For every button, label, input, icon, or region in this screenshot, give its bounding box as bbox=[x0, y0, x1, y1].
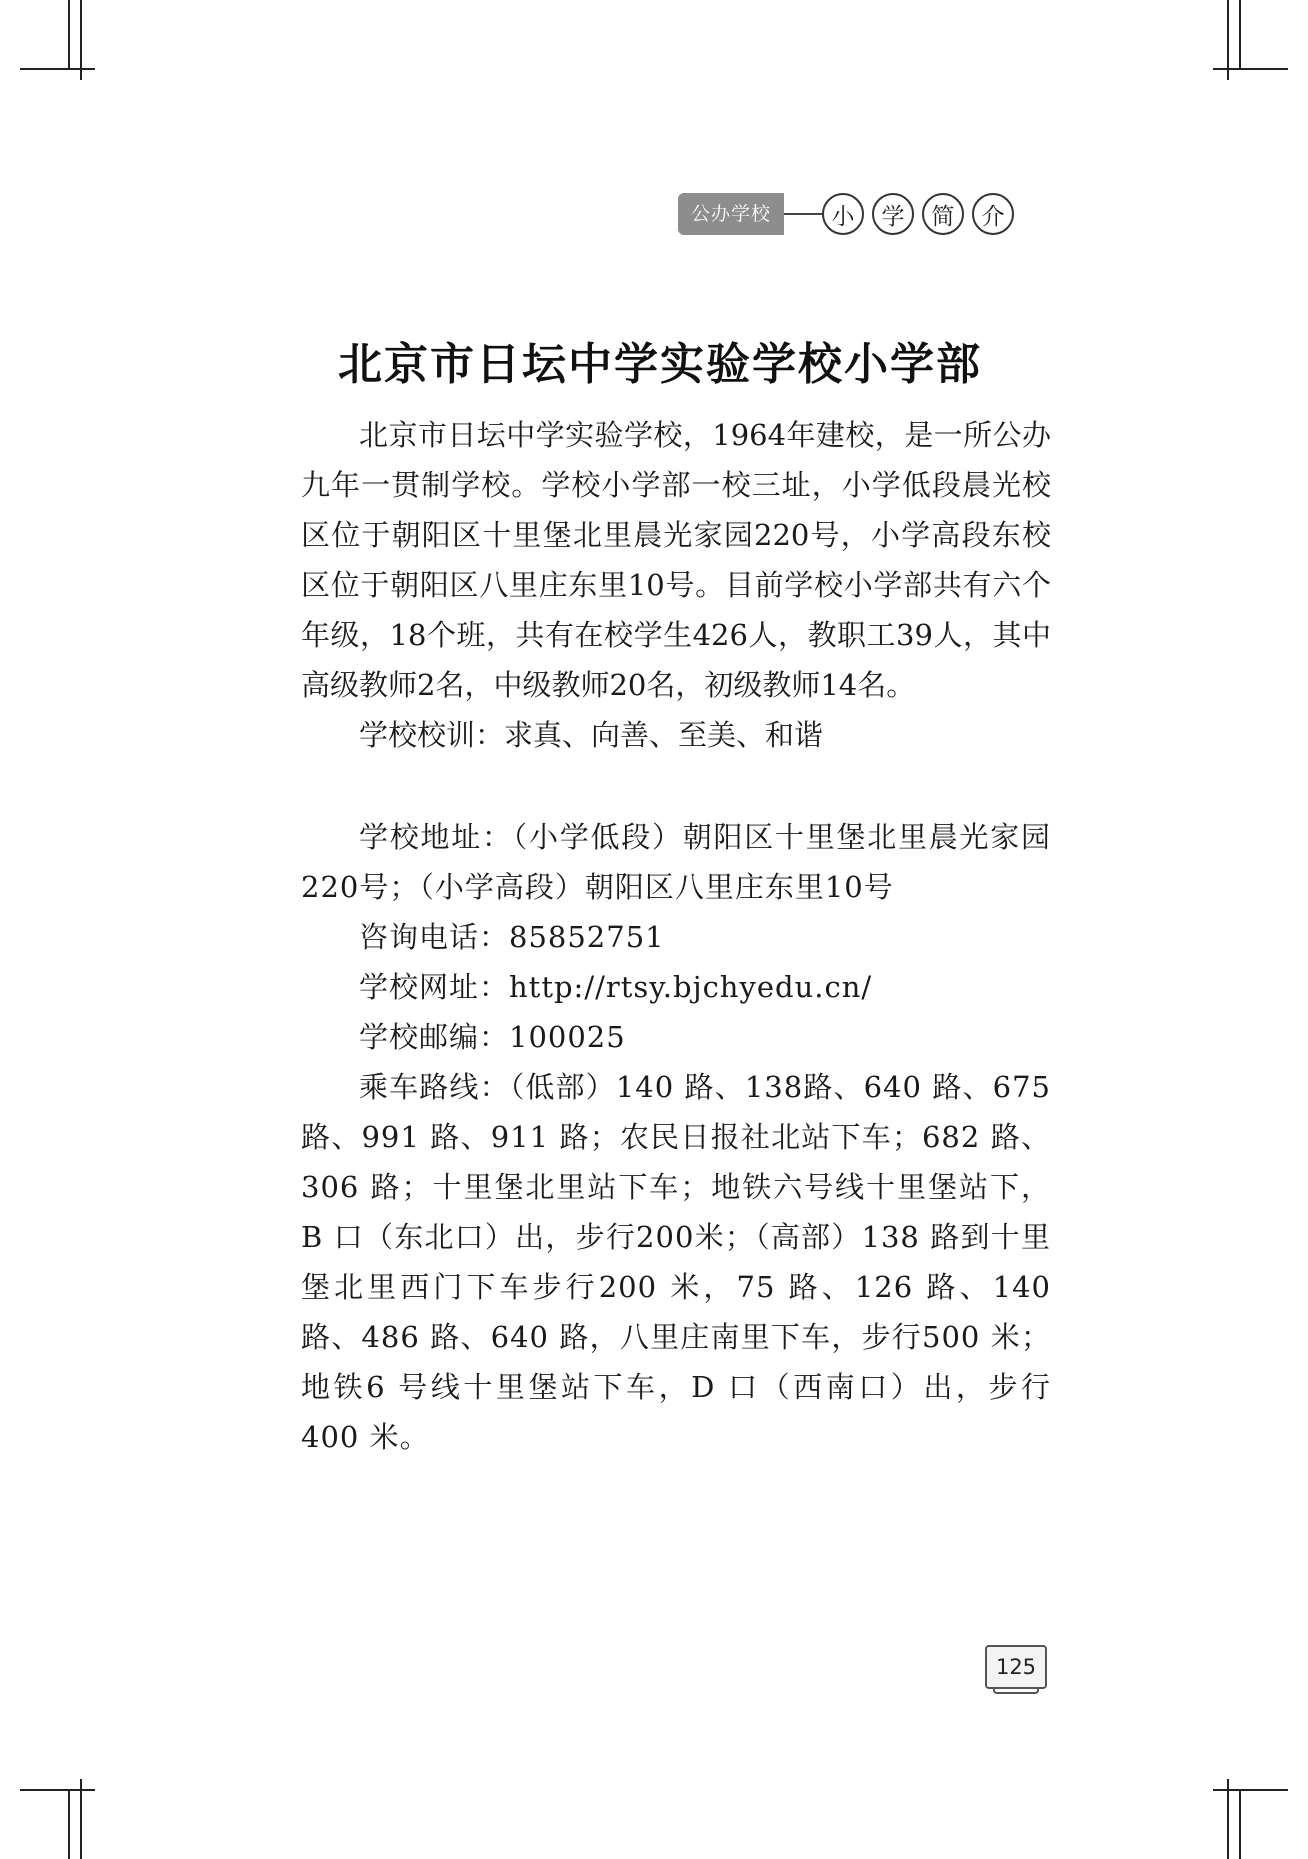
section-tag: 公办学校 bbox=[678, 193, 784, 235]
chapter-char: 小 bbox=[822, 193, 864, 235]
school-address: 学校地址：（小学低段）朝阳区十里堡北里晨光家园220号；（小学高段）朝阳区八里庄东里10号 bbox=[301, 820, 1051, 904]
intro-paragraph: 北京市日坛中学实验学校，1964年建校，是一所公办九年一贯制学校。学校小学部一校三址，小学低段晨光校区位于朝阳区十里堡北里晨光家园220号，小学高段东校区位于朝阳区八里庄东里10号。目前学校小学部共有六个年级，18个班，共有在校学生426人，教职工39人，其中高级教师2名，中级教师20名，初级教师14名。 bbox=[301, 418, 1051, 702]
article-body bbox=[301, 410, 1051, 1462]
school-motto: 学校校训：求真、向善、至美、和谐 bbox=[359, 718, 824, 752]
running-header bbox=[678, 192, 1014, 236]
school-postcode: 学校邮编：100025 bbox=[359, 1020, 626, 1054]
chapter-char: 简 bbox=[922, 193, 964, 235]
page-title: 北京市日坛中学实验学校小学部 bbox=[338, 339, 982, 390]
chapter-char: 学 bbox=[872, 193, 914, 235]
page-number: 125 bbox=[985, 1645, 1047, 1689]
spacer bbox=[301, 760, 1051, 812]
bus-routes: 乘车路线：（低部）140 路、138路、640 路、675 路、991 路、911 路；农民日报社北站下车；682 路、306 路；十里堡北里站下车；地铁六号线十里堡站下，B 口（东北口）出，步行200米；（高部）138 路到十里堡北里西门下车步行200 米，75 路、126 路、140 路、486 路、640 路，八里庄南里下车，步行500 米；地铁6 号线十里堡站下车，D 口（西南口）出，步行400 米。 bbox=[301, 1070, 1051, 1454]
school-phone: 咨询电话：85852751 bbox=[359, 920, 665, 954]
header-divider bbox=[784, 213, 822, 215]
chapter-char: 介 bbox=[972, 193, 1014, 235]
school-info bbox=[301, 812, 1051, 1462]
school-website: 学校网址：http://rtsy.bjchyedu.cn/ bbox=[359, 970, 873, 1004]
chapter-title bbox=[822, 193, 1014, 235]
